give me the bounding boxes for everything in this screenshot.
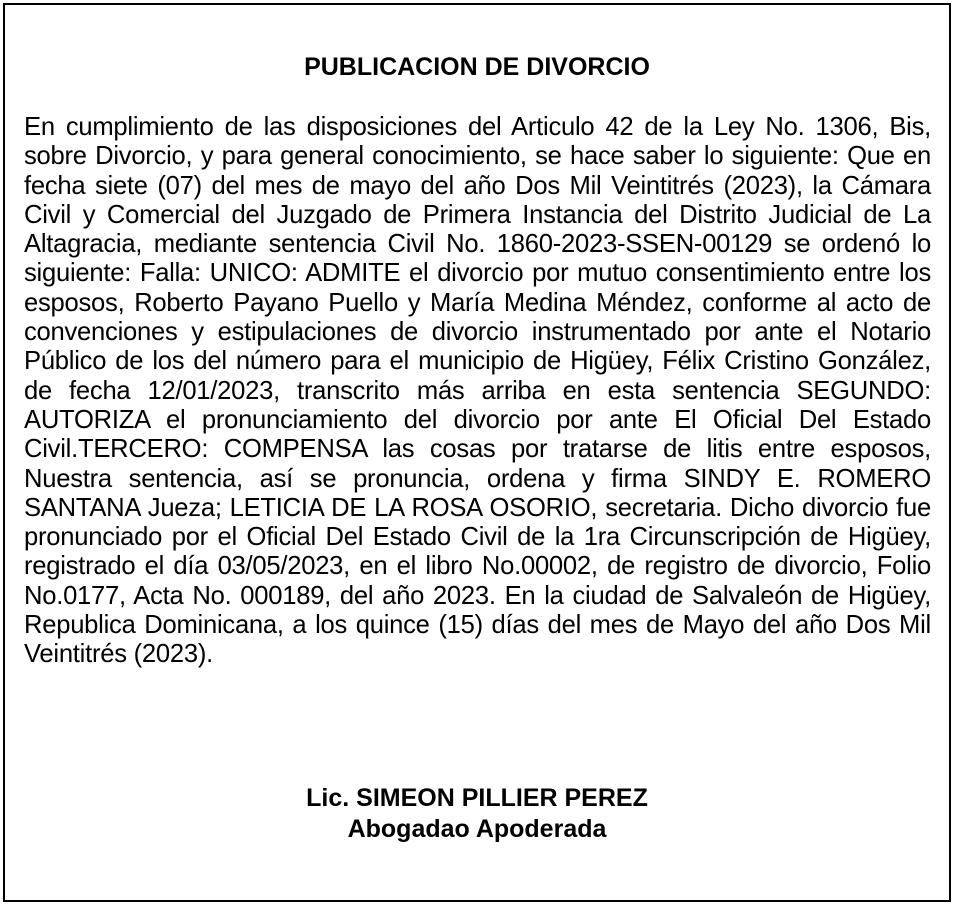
- notice-title: PUBLICACION DE DIVORCIO: [304, 53, 650, 81]
- signature-title: Abogadao Apoderada: [347, 815, 607, 843]
- notice-frame: [3, 3, 951, 902]
- signature-name: Lic. SIMEON PILLIER PEREZ: [306, 784, 648, 812]
- notice-body-text: En cumplimiento de las disposiciones del Articulo 42 de la Ley No. 1306, Bis, sobre Divorcio, y para general conocimiento, se hace saber lo siguiente: Que en fecha siete (07) del mes de mayo del año Dos Mil Veintitrés (2023), la Cámara Civil y Comercial del Juzgado de Primera Instancia del Distrito Judicial de La Altagracia, mediante sentencia Civil No. 1860-2023-SSEN-00129 se ordenó lo siguiente: Falla: UNICO: ADMITE el divorcio por mutuo consentimiento entre los esposos, Roberto Payano Puello y María Medina Méndez, conforme al acto de convenciones y estipulaciones de divorcio instrumentado por ante el Notario Público de los del número para el municipio de Higüey, Félix Cristino González, de fecha 12/01/2023, transcrito más arriba en esta sentencia SEGUNDO: AUTORIZA el pronunciamiento del divorcio por ante El Oficial Del Estado Civil.TERCERO: COMPENSA las cosas por tratarse de litis entre esposos, Nuestra sentencia, así se pronuncia, ordena y firma SINDY E. ROMERO SANTANA Jueza; LETICIA DE LA ROSA OSORIO, secretaria. Dicho divorcio fue pronunciado por el Oficial Del Estado Civil de la 1ra Circunscripción de Higüey, registrado el día 03/05/2023, en el libro No.00002, de registro de divorcio, Folio No.0177, Acta No. 000189, del año 2023. En la ciudad de Salvaleón de Higüey, Republica Dominicana, a los quince (15) días del mes de Mayo del año Dos Mil Veintitrés (2023).: [24, 113, 931, 669]
